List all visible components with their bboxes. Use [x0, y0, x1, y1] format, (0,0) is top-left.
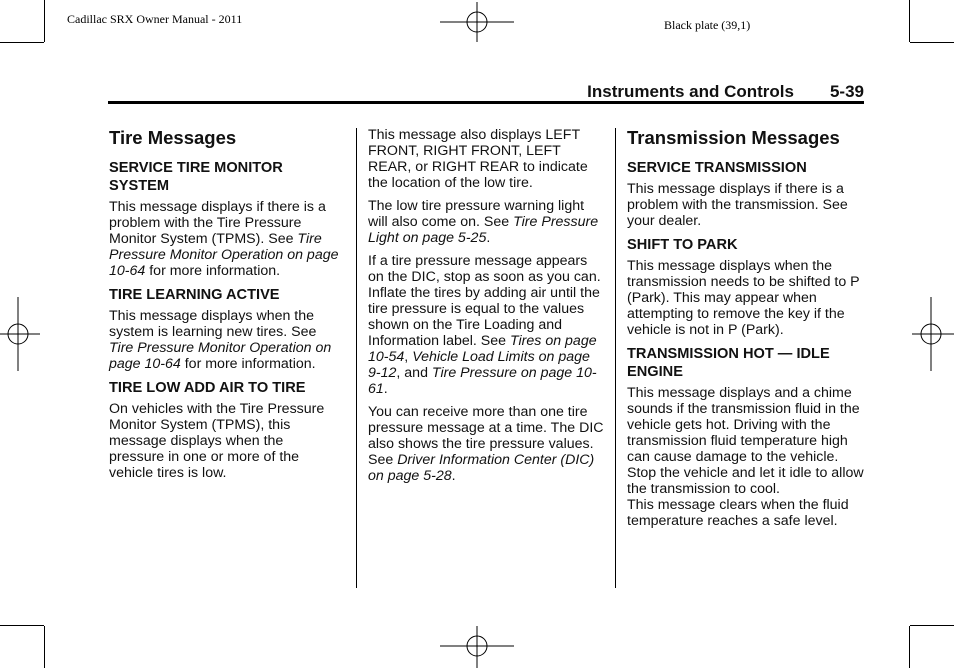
- cross-reference-link[interactable]: Tire Pressure on page 10-61: [368, 365, 597, 397]
- column-1: [109, 127, 341, 488]
- inflate-text: If a tire pressure message appears on the DIC, stop as soon as you can. Inflate the tires by adding air until the tire pressure is equal to the values shown on the Tire Loading and Information label. See Tires on page 10-54, Vehicle Load Limits on page 9-12, and Tire Pressure on page 10-61.: [368, 253, 601, 397]
- manual-title: Cadillac SRX Owner Manual - 2011: [67, 12, 243, 26]
- transmission-hot-text: This message displays and a chime sounds if the transmission fluid in the vehicle gets hot. Driving with the transmission fluid temperature high can cause damage to the vehicle. Stop the vehicle and let it idle to allow the transmission to cool.: [627, 385, 864, 497]
- tire-low-text: On vehicles with the Tire Pressure Monitor System (TPMS), this message displays when the pressure in one or more of the vehicle tires is low.: [109, 401, 325, 481]
- cross-reference-link[interactable]: Tire Pressure Light on page 5-25: [368, 214, 599, 246]
- registration-mark-left: [0, 297, 40, 371]
- crop-mark: [909, 626, 910, 668]
- registration-mark-right: [912, 297, 954, 371]
- cross-reference-link[interactable]: Driver Information Center (DIC) on page 5-28: [368, 452, 595, 484]
- crop-mark: [44, 0, 45, 42]
- registration-mark-top: [440, 2, 514, 42]
- shift-to-park-heading: SHIFT TO PARK: [627, 237, 738, 253]
- transmission-messages-heading: Transmission Messages: [627, 127, 840, 148]
- section-title: Instruments and Controls: [587, 82, 794, 101]
- transmission-hot-clear-text: This message clears when the fluid temperature reaches a safe level.: [627, 497, 849, 529]
- plate-label: Black plate (39,1): [664, 18, 751, 32]
- tire-messages-heading: Tire Messages: [109, 127, 237, 148]
- location-text: This message also displays LEFT FRONT, RIGHT FRONT, LEFT REAR, or RIGHT REAR to indicate the location of the low tire.: [368, 127, 588, 191]
- tire-learning-text: This message displays when the system is learning new tires. See Tire Pressure Monitor Operation on page 10-64 for more information.: [109, 308, 332, 372]
- service-tire-monitor-heading: SERVICE TIRE MONITOR SYSTEM: [109, 160, 283, 194]
- shift-to-park-text: This message displays when the transmission needs to be shifted to P (Park). This may appear when attempting to remove the key if the vehicle is not in P (Park).: [627, 258, 860, 338]
- multiple-messages-text: You can receive more than one tire pressure message at a time. The DIC also shows the tire pressure values. See Driver Information Center (DIC) on page 5-28.: [368, 404, 604, 484]
- tire-learning-heading: TIRE LEARNING ACTIVE: [109, 287, 280, 303]
- section-header: [108, 82, 864, 100]
- crop-mark: [910, 42, 954, 43]
- registration-mark-bottom: [440, 626, 514, 668]
- page-number: 5-39: [829, 82, 864, 101]
- crop-mark: [910, 625, 954, 626]
- column-divider: [356, 128, 357, 588]
- warning-light-text: The low tire pressure warning light will also come on. See Tire Pressure Light on page 5-25.: [368, 198, 599, 246]
- header-rule: [108, 101, 864, 104]
- column-2: [368, 127, 604, 491]
- cross-reference-link[interactable]: Tire Pressure Monitor Operation on page 10-64: [109, 231, 339, 279]
- transmission-hot-heading: TRANSMISSION HOT — IDLE ENGINE: [627, 346, 830, 380]
- crop-mark: [0, 625, 44, 626]
- crop-mark: [0, 42, 44, 43]
- crop-mark: [909, 0, 910, 42]
- crop-mark: [44, 626, 45, 668]
- cross-reference-link[interactable]: Tire Pressure Monitor Operation on page 10-64: [109, 340, 332, 372]
- service-transmission-heading: SERVICE TRANSMISSION: [627, 160, 807, 176]
- service-transmission-text: This message displays if there is a problem with the transmission. See your dealer.: [627, 181, 848, 229]
- column-divider: [615, 128, 616, 588]
- tire-low-heading: TIRE LOW ADD AIR TO TIRE: [109, 380, 306, 396]
- cross-reference-link[interactable]: Tires on page 10-54: [368, 333, 597, 365]
- cross-reference-link[interactable]: Vehicle Load Limits on page 9-12: [368, 349, 590, 381]
- column-3: [627, 127, 865, 536]
- service-tire-monitor-text: This message displays if there is a problem with the Tire Pressure Monitor System (TPMS). See Tire Pressure Monitor Operation on page 10-64 for more information.: [109, 199, 339, 279]
